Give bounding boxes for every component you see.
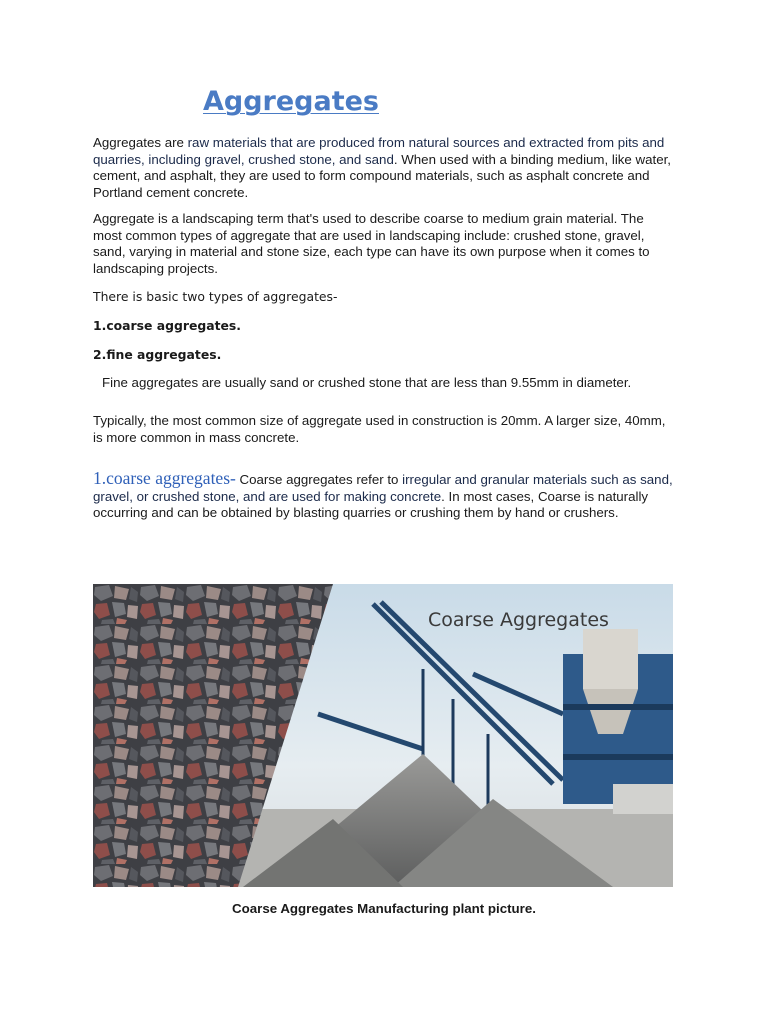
intro-text-a: Aggregates are [93, 135, 188, 150]
figure-caption: Coarse Aggregates Manufacturing plant picture. [232, 901, 536, 916]
coarse-text-a: Coarse aggregates refer to [235, 472, 403, 487]
intro-paragraph [93, 135, 675, 201]
aggregate-size-paragraph: Typically, the most common size of aggregate used in construction is 20mm. A larger size, 40mm, is more common in mass concrete. [93, 413, 666, 445]
type-coarse-label: 1.coarse aggregates. [93, 318, 242, 333]
coarse-aggregates-plant-image [93, 584, 673, 887]
types-intro: There is basic two types of aggregates- [93, 289, 338, 304]
page-title: Aggregates [202, 86, 379, 117]
coarse-aggregates-heading: 1.coarse aggregates- [93, 468, 236, 488]
type-fine-label: 2.fine aggregates. [93, 347, 222, 362]
landscaping-paragraph: Aggregate is a landscaping term that's used to describe coarse to medium grain material. The most common types of aggregate that are used in landscaping include: crushed stone, gravel, sand, varying in material and stone size, each type can have its own purpose when it comes to landscaping projects. [93, 211, 650, 276]
coarse-text-highlight: irregular and granular materials such as sand, gravel, or crushed stone, and are used for making concrete [93, 472, 673, 504]
intro-text-highlight: raw materials that are produced from natural sources and extracted from pits and quarries, including gravel, crushed stone, and sand [93, 135, 665, 167]
coarse-text-c: . In most cases, Coarse is naturally occurring and can be obtained by blasting quarries or crushing them by hand or crushers. [93, 488, 649, 520]
intro-text-c: . When used with a binding medium, like water, cement, and asphalt, they are used to form compound materials, such as asphalt concrete and Portland cement concrete. [93, 151, 672, 200]
coarse-aggregates-paragraph [93, 470, 675, 522]
figure-label: Coarse Aggregates [428, 609, 609, 631]
fine-aggregates-description: Fine aggregates are usually sand or crushed stone that are less than 9.55mm in diameter. [102, 375, 632, 390]
